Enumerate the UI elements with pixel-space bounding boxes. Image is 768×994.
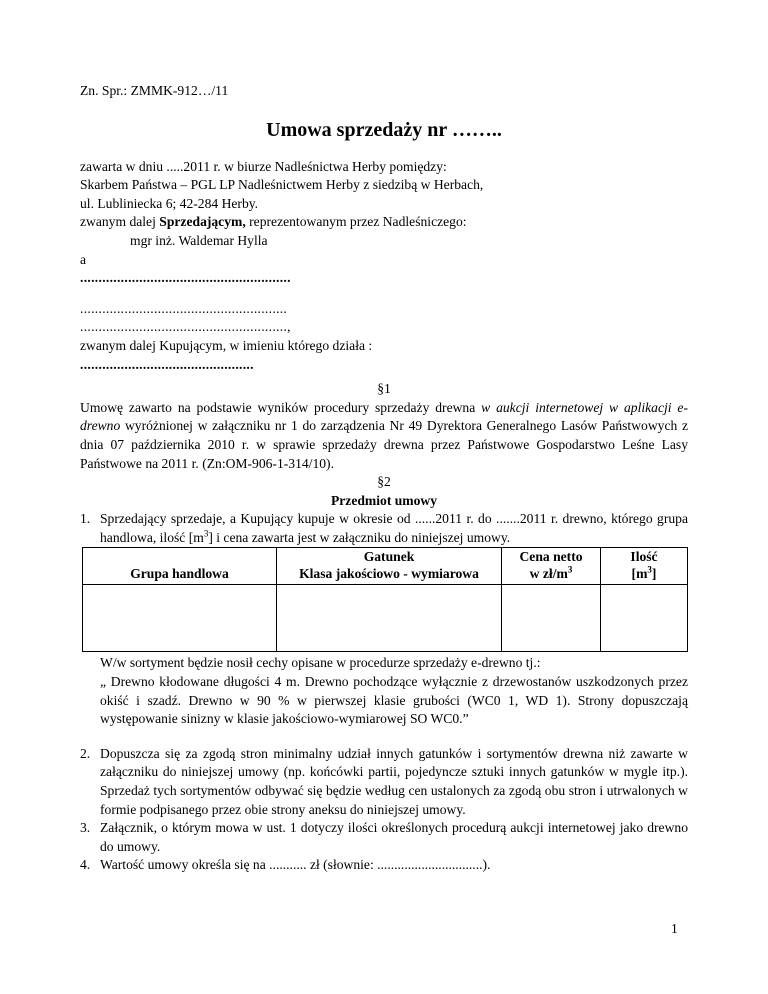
section-1-text-b: wyróżnionej w załączniku nr 1 do zarządzenia Nr 49 Dyrektora Generalnego Lasów Państwowych z dnia 07 października 2010 r. w sprawie sprzedaży drewna przez Państwowe Gospodarstwo Leśne Lasy Państwowe na 2011 r. (Zn:OM-906-1-314/10). bbox=[80, 418, 688, 471]
item-3-text: Załącznik, o którym mowa w ust. 1 dotyczy ilości określonych procedurą aukcji internetowej jako drewno do umowy. bbox=[100, 820, 688, 854]
section-2-list-continued bbox=[80, 745, 688, 875]
table-row bbox=[83, 585, 688, 652]
col-gatunek-line2: Klasa jakościowo - wymiarowa bbox=[299, 566, 479, 582]
col-ilosc-open: [m bbox=[631, 566, 648, 582]
spacer bbox=[80, 729, 688, 745]
list-item-2 bbox=[80, 745, 688, 819]
buyer-line: zwanym dalej Kupującym, w imieniu którego działa : bbox=[80, 337, 373, 353]
seller-bold: Sprzedającym, bbox=[159, 214, 246, 230]
table-cell-empty[interactable] bbox=[601, 585, 688, 652]
list-number-1: 1. bbox=[80, 511, 91, 527]
col-ilosc-sup: 3 bbox=[647, 564, 652, 575]
col-cena-line1: Cena netto bbox=[519, 549, 583, 565]
col-ilosc-line1: Ilość bbox=[630, 549, 658, 565]
col-cena-unit: w zł/m bbox=[529, 566, 568, 582]
intro-line-2: Skarbem Państwa – PGL LP Nadleśnictwem Herby z siedzibą w Herbach, bbox=[80, 177, 484, 193]
col-gatunek-line1: Gatunek bbox=[363, 549, 415, 565]
buyer-blank-2: ........................................................, bbox=[80, 319, 291, 335]
seller-line bbox=[80, 213, 688, 232]
col-ilosc-line2 bbox=[601, 565, 687, 582]
section-1-number: §1 bbox=[377, 381, 391, 397]
col-gatunek bbox=[277, 548, 502, 585]
item-1-sup: 3 bbox=[203, 528, 209, 539]
spacer bbox=[80, 288, 688, 300]
item-1-text-a: Sprzedający sprzedaje, a Kupujący kupuje w okresie od ......2011 r. do .......2011 r. drewno, którego grupa handlowa, ilość [m bbox=[100, 511, 688, 545]
list-item-1 bbox=[80, 510, 688, 547]
list-item-3 bbox=[80, 819, 688, 856]
page-title: Umowa sprzedaży nr …….. bbox=[266, 118, 502, 141]
section-1-text-a: Umowę zawarto na podstawie wyników procedury sprzedaży drewna bbox=[80, 399, 482, 415]
seller-prefix: zwanym dalej bbox=[80, 214, 160, 230]
list-number-4: 4. bbox=[80, 857, 91, 873]
and-word: a bbox=[80, 251, 87, 267]
section-2-list bbox=[80, 510, 688, 547]
section-2-heading: Przedmiot umowy bbox=[330, 492, 438, 508]
document-page bbox=[80, 82, 688, 875]
wood-table bbox=[82, 547, 688, 652]
item-1-text-b: ] i cena zawarta jest w załączniku do niniejszej umowy. bbox=[208, 529, 511, 545]
col-grupa-handlowa: Grupa handlowa bbox=[83, 548, 277, 585]
sortment-quote: „ Drewno kłodowane długości 4 m. Drewno pochodzące wyłącznie z drzewostanów uszkodzonych przez okiść i szadź. Drewno w 90 % w pierwszej klasie grubości (WC0 1, WD 1). Strony dopuszczają występowanie sinizny w klasie jakościowo-wymiarowej SO WC0.” bbox=[100, 674, 688, 727]
section-2-number: §2 bbox=[377, 474, 391, 490]
list-item-4 bbox=[80, 856, 688, 875]
buyer-blank-1: ........................................................ bbox=[80, 300, 288, 316]
col-ilosc-close: ] bbox=[651, 566, 657, 582]
list-number-2: 2. bbox=[80, 745, 91, 761]
intro-line-1: zawarta w dniu .....2011 r. w biurze Nadleśnictwa Herby pomiędzy: bbox=[80, 158, 447, 174]
table-cell-empty[interactable] bbox=[83, 585, 277, 652]
item-4-text: Wartość umowy określa się na ........... zł (słownie: ...............................). bbox=[100, 857, 491, 873]
table-header-row bbox=[83, 548, 688, 585]
buyer-blank-bold: ......................................................... bbox=[80, 270, 291, 286]
page-number: 1 bbox=[671, 921, 678, 936]
item-2-text: Dopuszcza się za zgodą stron minimalny udział innych gatunków i sortymentów drewna niż zawarte w załączniku do niniejszej umowy (np. końcówki partii, pojedyncze sztuki innych gatunków w mygle itp.). Sprzedaż tych sortymentów odbywać się będzie według cen ustalonych za zgodą obu stron i utrwalonych w formie podpisanego przez obie strony aneksu do niniejszej umowy. bbox=[100, 745, 688, 817]
seller-suffix: reprezentowanym przez Nadleśniczego: bbox=[245, 214, 467, 230]
col-ilosc bbox=[601, 548, 688, 585]
list-number-3: 3. bbox=[80, 820, 91, 836]
section-1-text-italic: w aukcji internetowej w aplikacji e-drewno bbox=[80, 399, 688, 434]
representative-blank: ............................................... bbox=[80, 356, 254, 372]
intro-line-3: ul. Lubliniecka 6; 42-284 Herby. bbox=[80, 195, 259, 211]
table-cell-empty[interactable] bbox=[502, 585, 601, 652]
sortment-line: W/w sortyment będzie nosił cechy opisane w procedurze sprzedaży e-drewno tj.: bbox=[100, 655, 541, 671]
col-cena-sup: 3 bbox=[567, 564, 573, 575]
col-cena-line2 bbox=[502, 565, 600, 582]
sortment-description bbox=[80, 654, 688, 728]
col-cena-netto bbox=[502, 548, 601, 585]
table-cell-empty[interactable] bbox=[277, 585, 502, 652]
reference-number: Zn. Spr.: ZMMK-912…/11 bbox=[80, 83, 229, 98]
representative-name: mgr inż. Waldemar Hylla bbox=[130, 232, 268, 248]
section-1-text bbox=[80, 399, 688, 473]
